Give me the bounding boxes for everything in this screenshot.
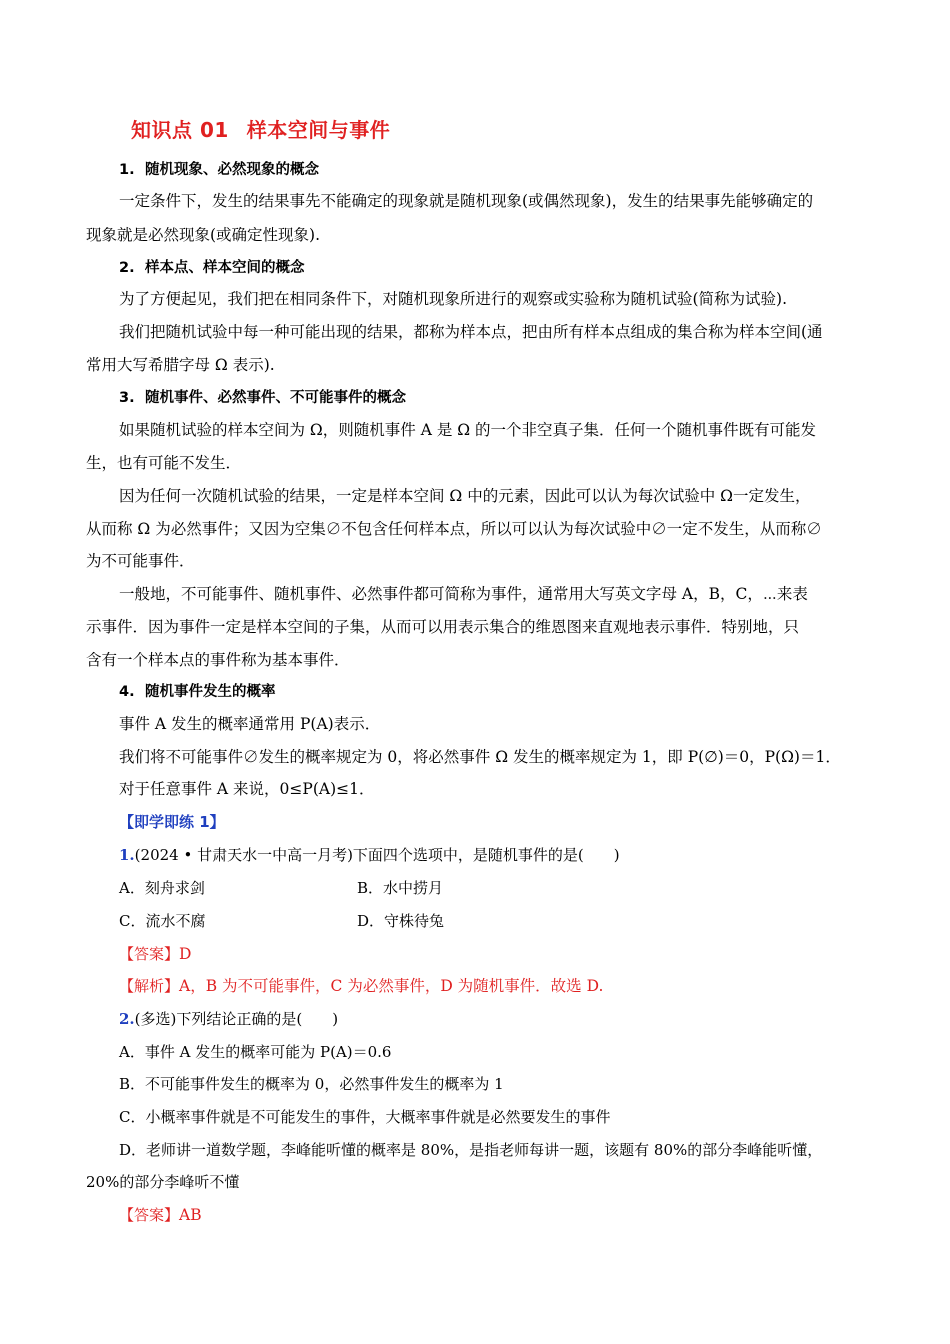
question-stem: (2024 • 甘肃天水一中高一月考)下面四个选项中，是随机事件的是( )	[134, 846, 620, 864]
option-a: A．刻舟求剑	[119, 879, 205, 897]
section-heading-2: 2. 样本点、样本空间的概念	[119, 260, 305, 276]
option-b: B．不可能事件发生的概率为 0，必然事件发生的概率为 1	[119, 1075, 504, 1093]
option-a: A．事件 A 发生的概率可能为 P(A)＝0.6	[119, 1043, 392, 1061]
practice-heading: 【即学即练 1】	[119, 813, 225, 831]
analysis-label: 【解析】	[119, 977, 180, 995]
question-number: 1.	[119, 846, 135, 864]
paragraph-line: 从而称 Ω 为必然事件；又因为空集∅不包含任何样本点，所以可以认为每次试验中∅一定不发生，从而称∅	[86, 520, 822, 538]
paragraph-line: 我们将不可能事件∅发生的概率规定为 0，将必然事件 Ω 发生的概率规定为 1，即 P(∅)＝0，P(Ω)＝1．	[119, 748, 841, 766]
option-b: B．水中捞月	[357, 879, 444, 897]
paragraph-line: 常用大写希腊字母 Ω 表示).	[86, 356, 275, 374]
analysis-text: A，B 为不可能事件，C 为必然事件，D 为随机事件．故选 D.	[179, 977, 604, 995]
paragraph-line: 一般地，不可能事件、随机事件、必然事件都可简称为事件，通常用大写英文字母 A，B，C，⋯来表	[119, 585, 808, 603]
title-label: 知识点 01	[131, 118, 229, 142]
answer-label: 【答案】	[119, 945, 180, 963]
option-d-continued: 20%的部分李峰听不懂	[86, 1173, 240, 1191]
option-d: D．老师讲一道数学题，李峰能听懂的概率是 80%，是指老师每讲一题，该题有 80%的部分李峰能听懂，	[119, 1141, 823, 1159]
analysis-1	[119, 976, 603, 996]
paragraph-line: 我们把随机试验中每一种可能出现的结果，都称为样本点，把由所有样本点组成的集合称为样本空间(通	[119, 323, 823, 341]
paragraph-line: 为不可能事件．	[86, 552, 195, 570]
paragraph-line: 事件 A 发生的概率通常用 P(A)表示．	[119, 715, 381, 733]
option-c: C．小概率事件就是不可能发生的事件，大概率事件就是必然要发生的事件	[119, 1108, 611, 1126]
answer-value: D	[179, 945, 192, 963]
paragraph-line: 含有一个样本点的事件称为基本事件．	[86, 651, 350, 669]
answer-1	[119, 944, 191, 964]
paragraph-line: 现象就是必然现象(或确定性现象).	[86, 226, 321, 244]
question-number: 2.	[119, 1010, 135, 1028]
paragraph-line: 示事件．因为事件一定是样本空间的子集，从而可以用表示集合的维恩图来直观地表示事件．特别地，只	[86, 618, 800, 636]
paragraph-line: 生，也有可能不发生．	[86, 454, 242, 472]
question-1	[119, 845, 620, 865]
paragraph-line: 对于任意事件 A 来说，0≤P(A)≤1．	[119, 780, 375, 798]
title-text: 样本空间与事件	[246, 118, 391, 142]
option-d: D．守株待兔	[357, 912, 445, 930]
question-stem: (多选)下列结论正确的是( )	[134, 1010, 339, 1028]
paragraph-line: 为了方便起见，我们把在相同条件下，对随机现象所进行的观察或实验称为随机试验(简称为试验).	[119, 290, 788, 308]
section-heading-3: 3. 随机事件、必然事件、不可能事件的概念	[119, 390, 406, 406]
paragraph-line: 如果随机试验的样本空间为 Ω，则随机事件 A 是 Ω 的一个非空真子集．任何一个随机事件既有可能发	[119, 421, 817, 439]
section-heading-4: 4. 随机事件发生的概率	[119, 684, 276, 700]
answer-value: AB	[179, 1206, 202, 1224]
paragraph-line: 一定条件下，发生的结果事先不能确定的现象就是随机现象(或偶然现象)，发生的结果事先能够确定的	[119, 192, 814, 210]
paragraph-line: 因为任何一次随机试验的结果，一定是样本空间 Ω 中的元素，因此可以认为每次试验中 Ω一定发生，	[119, 487, 811, 505]
option-c: C．流水不腐	[119, 912, 206, 930]
answer-label: 【答案】	[119, 1206, 180, 1224]
answer-2	[119, 1205, 202, 1225]
knowledge-point-title	[131, 114, 390, 143]
question-2	[119, 1009, 338, 1029]
section-heading-1: 1. 随机现象、必然现象的概念	[119, 162, 319, 178]
